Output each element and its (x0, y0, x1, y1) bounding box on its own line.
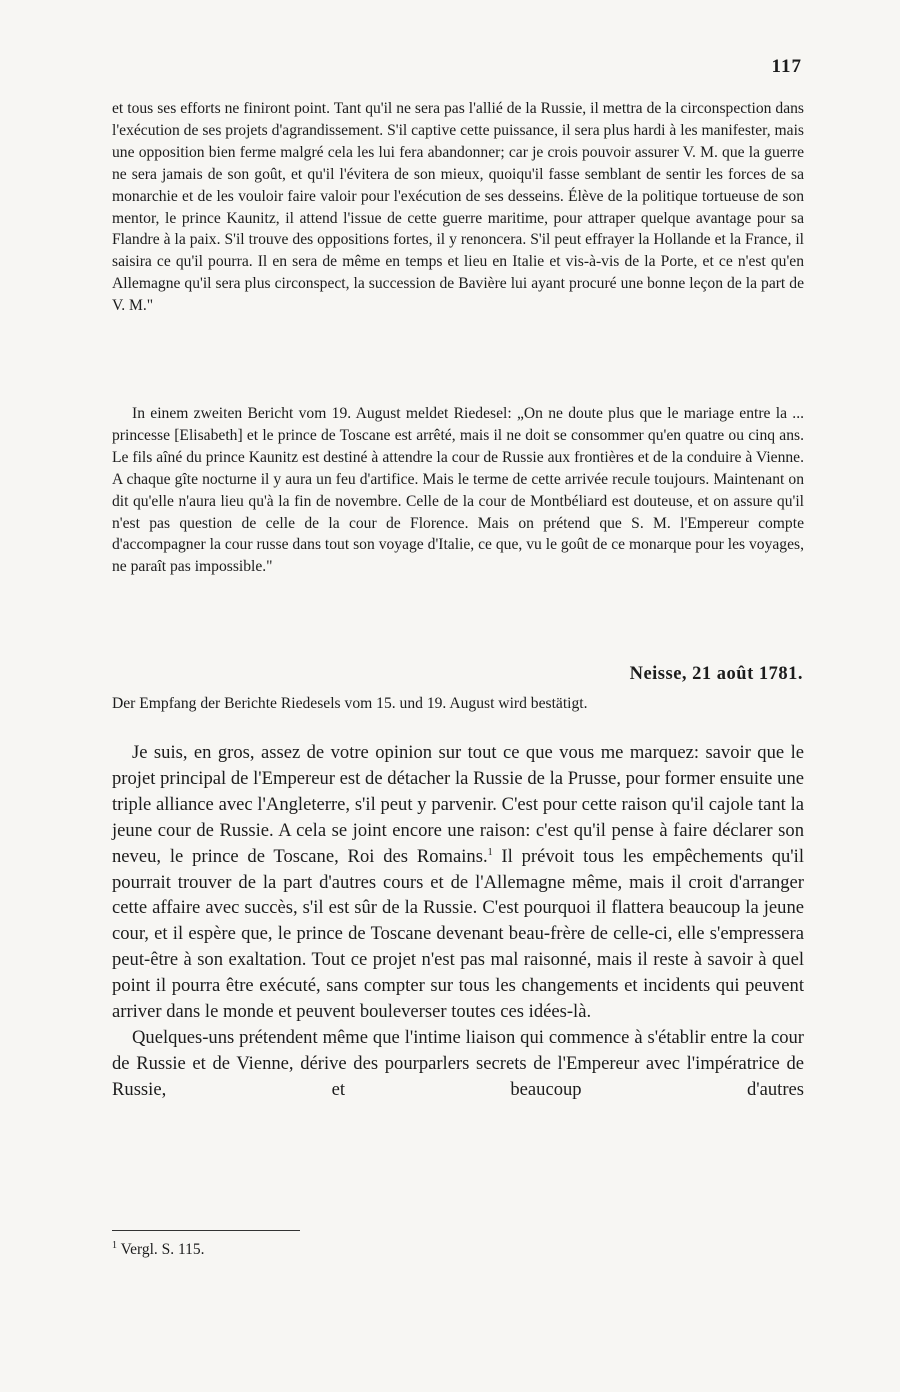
quoted-report-text (112, 98, 804, 317)
footnote-text: Vergl. S. 115. (117, 1241, 205, 1258)
footnote-mark: 1 (112, 1239, 117, 1251)
letter-dateline: Neisse, 21 août 1781. (629, 664, 803, 684)
letter-body (112, 740, 804, 1103)
report-paragraph: In einem zweiten Bericht vom 19. August meldet Riedesel: „On ne doute plus que le mariage entre la ... princesse [Elisabeth] et le prince de Toscane est arrêté, mais il ne doit se consommer qu'en quatre ou cinq ans. Le fils aîné du prince Kaunitz est destiné à attendre la cour de Russie aux frontières et de la conduire à Vienne. A chaque gîte nocturne il y aura un feu d'artifice. Mais le terme de cette arrivée recule toujours. Maintenant on dit qu'elle n'aura lieu qu'à la fin de novembre. Celle de la cour de Montbéliard est douteuse, et on assure qu'il n'est pas question de celle de la cour de Florence. Mais on prétend que S. M. l'Empereur compte d'accompagner la cour russe dans tout son voyage d'Italie, ce que, vu le goût de ce monarque pour les voyages, ne paraît pas impossible." (112, 405, 804, 576)
footnote (112, 1241, 205, 1259)
letter-paragraph-1-text-b: Il prévoit tous les empêchements qu'il pourrait trouver de la part d'autres cours et de l'Allemagne même, mais il croit d'arranger cette affaire avec succès, s'il est sûr de la Russie. C'est pourquoi il flattera beaucoup la jeune cour, et il espère que, le prince de Toscane devenant beau-frère de celle-ci, elle s'empressera peut-être à son exaltation. Tout ce projet n'est pas mal raisonné, mais il reste à savoir à quel point il pourra être exécuté, sans compter sur tous les changements et incidents qui peuvent arriver dans le monde et peuvent bouleverser toutes ces idées-là. (112, 845, 804, 1023)
footnote-divider (112, 1230, 300, 1231)
page-number: 117 (771, 56, 802, 77)
quote-paragraph: et tous ses efforts ne finiront point. Tant qu'il ne sera pas l'allié de la Russie, il mettra de la circonspection dans l'exécution de ses projets d'agrandissement. S'il captive cette puissance, il sera plus hardi à les manifester, mais une opposition bien ferme malgré cela les lui fera abandonner; car je crois pouvoir assurer V. M. que la guerre ne sera jamais de son goût, et qu'il l'évitera de son mieux, quoiqu'il fasse semblant de sentir les forces de sa monarchie et de les vouloir faire valoir pour l'exécution de ses desseins. Élève de la politique tortueuse de son mentor, le prince Kaunitz, il attend l'issue de cette guerre maritime, pour attraper quelque avantage pour sa Flandre à la paix. S'il trouve des oppositions fortes, il y renoncera. S'il peut effrayer la Hollande et la France, il saisira ce qu'il pourra. Il en sera de même en temps et lieu en Italie et vis-à-vis de la Porte, et ce n'est qu'en Allemagne qu'il sera plus circonspect, la succession de Bavière lui ayant procuré une bonne leçon de la part de V. M." (112, 100, 804, 315)
letter-summary (112, 693, 804, 715)
footnote-reference: 1 (487, 846, 493, 858)
summary-paragraph: Der Empfang der Berichte Riedesels vom 15. und 19. August wird bestätigt. (112, 695, 588, 712)
second-report-text (112, 403, 804, 578)
letter-paragraph-2: Quelques-uns prétendent même que l'intime liaison qui commence à s'établir entre la cour de Russie et de Vienne, dérive des pourparlers secrets de l'Empereur avec l'impératrice de Russie, et beaucoup d'autres (112, 1026, 804, 1100)
letter-paragraph-1-text-a: Je suis, en gros, assez de votre opinion sur tout ce que vous me marquez: savoir que le projet principal de l'Empereur est de détacher la Russie de la Prusse, pour former ensuite une triple alliance avec l'Angleterre, s'il peut y parvenir. C'est pour cette raison qu'il cajole tant la jeune cour de Russie. A cela se joint encore une raison: c'est qu'il pense à faire déclarer son neveu, le prince de Toscane, Roi des Romains. (112, 742, 804, 867)
letter-paragraph-1 (112, 740, 804, 1025)
